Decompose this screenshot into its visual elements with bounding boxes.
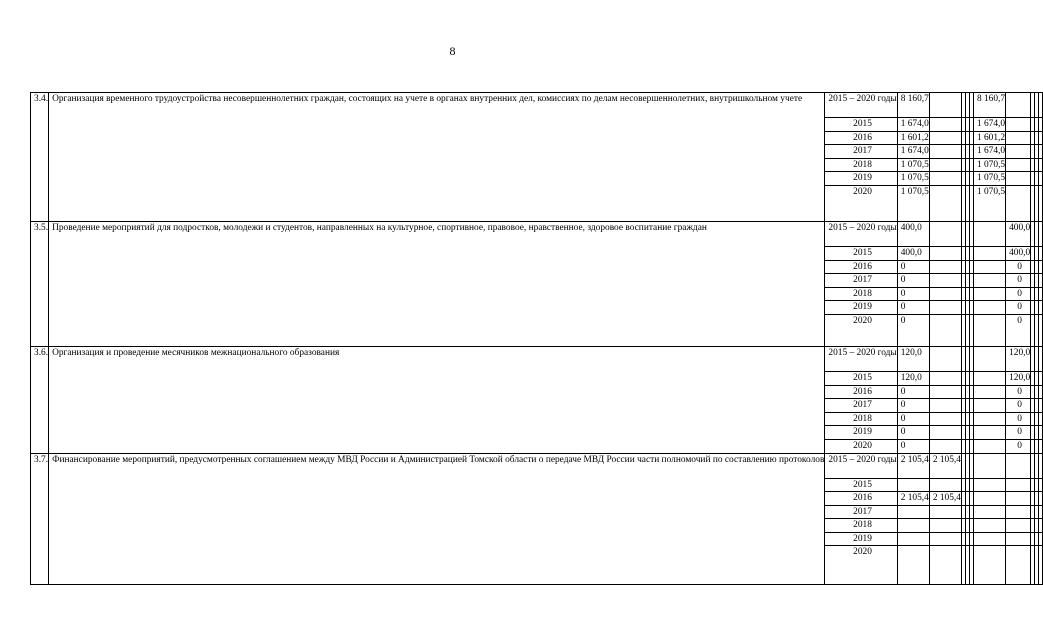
local-budget-cell — [973, 439, 1005, 453]
item-name: Организация временного трудоустройства несовершеннолетних граждан, состоящих на учете в органах внутренних дел, комиссиях по делам несовершеннолетних, внутришкольном учете — [49, 93, 825, 222]
year-cell: 2019 — [825, 172, 897, 186]
local-budget-cell — [973, 492, 1005, 506]
federal-cell — [929, 287, 961, 301]
federal-cell: 2 105,4 — [929, 453, 961, 478]
federal-cell — [929, 158, 961, 172]
year-cell: 2015 – 2020 годы — [825, 93, 897, 118]
year-cell: 2017 — [825, 274, 897, 288]
total-cell: 0 — [897, 426, 929, 440]
other-cell — [1006, 145, 1031, 159]
local-budget-cell — [973, 532, 1005, 546]
year-cell: 2016 — [825, 492, 897, 506]
other-cell: 0 — [1006, 287, 1031, 301]
empty-cell — [1039, 453, 1043, 478]
total-cell: 1 070,5 — [897, 172, 929, 186]
federal-cell — [929, 385, 961, 399]
other-cell — [1006, 492, 1031, 506]
federal-cell — [929, 93, 961, 118]
local-budget-cell — [973, 426, 1005, 440]
item-code: 3.5. — [31, 221, 49, 346]
federal-cell — [929, 371, 961, 385]
year-cell: 2017 — [825, 145, 897, 159]
other-cell: 120,0 — [1006, 346, 1031, 371]
total-cell: 0 — [897, 439, 929, 453]
empty-cell — [1039, 172, 1043, 186]
total-cell: 0 — [897, 274, 929, 288]
item-code: 3.6. — [31, 346, 49, 453]
empty-cell — [1039, 519, 1043, 533]
other-cell: 0 — [1006, 426, 1031, 440]
empty-cell — [1039, 492, 1043, 506]
total-cell: 0 — [897, 399, 929, 413]
other-cell: 0 — [1006, 439, 1031, 453]
empty-cell — [1039, 221, 1043, 246]
local-budget-cell — [973, 519, 1005, 533]
empty-cell — [1039, 439, 1043, 453]
empty-cell — [1039, 118, 1043, 132]
year-cell: 2020 — [825, 546, 897, 585]
federal-cell — [929, 314, 961, 346]
empty-cell — [1039, 385, 1043, 399]
federal-cell — [929, 519, 961, 533]
other-cell — [1006, 505, 1031, 519]
local-budget-cell — [973, 505, 1005, 519]
other-cell: 0 — [1006, 314, 1031, 346]
other-cell — [1006, 546, 1031, 585]
empty-cell — [1039, 246, 1043, 260]
total-cell: 1 070,5 — [897, 185, 929, 221]
other-cell: 0 — [1006, 301, 1031, 315]
empty-cell — [1039, 301, 1043, 315]
federal-cell — [929, 118, 961, 132]
total-cell: 1 674,0 — [897, 145, 929, 159]
table-row — [31, 346, 1043, 371]
federal-cell — [929, 399, 961, 413]
other-cell — [1006, 118, 1031, 132]
empty-cell — [1039, 185, 1043, 221]
other-cell — [1006, 185, 1031, 221]
total-cell: 120,0 — [897, 346, 929, 371]
funding-table — [30, 92, 1043, 585]
local-budget-cell: 1 674,0 — [973, 118, 1005, 132]
local-budget-cell: 1 070,5 — [973, 158, 1005, 172]
item-code: 3.7. — [31, 453, 49, 585]
total-cell: 2 105,4 — [897, 492, 929, 506]
federal-cell — [929, 246, 961, 260]
federal-cell — [929, 221, 961, 246]
total-cell — [897, 505, 929, 519]
total-cell: 1 674,0 — [897, 118, 929, 132]
total-cell: 0 — [897, 412, 929, 426]
federal-cell — [929, 185, 961, 221]
empty-cell — [1039, 426, 1043, 440]
empty-cell — [1039, 505, 1043, 519]
local-budget-cell — [973, 274, 1005, 288]
local-budget-cell: 1 070,5 — [973, 172, 1005, 186]
federal-cell — [929, 131, 961, 145]
local-budget-cell — [973, 478, 1005, 492]
other-cell — [1006, 532, 1031, 546]
local-budget-cell: 1 674,0 — [973, 145, 1005, 159]
federal-cell — [929, 546, 961, 585]
total-cell: 8 160,7 — [897, 93, 929, 118]
other-cell — [1006, 519, 1031, 533]
local-budget-cell — [973, 399, 1005, 413]
local-budget-cell: 1 070,5 — [973, 185, 1005, 221]
empty-cell — [1039, 158, 1043, 172]
empty-cell — [1039, 145, 1043, 159]
total-cell: 1 601,2 — [897, 131, 929, 145]
year-cell: 2015 – 2020 годы — [825, 453, 897, 478]
year-cell: 2017 — [825, 505, 897, 519]
local-budget-cell — [973, 314, 1005, 346]
total-cell: 400,0 — [897, 221, 929, 246]
empty-cell — [1039, 287, 1043, 301]
total-cell: 0 — [897, 287, 929, 301]
year-cell: 2015 – 2020 годы — [825, 221, 897, 246]
total-cell: 0 — [897, 385, 929, 399]
local-budget-cell — [973, 260, 1005, 274]
other-cell — [1006, 158, 1031, 172]
other-cell: 0 — [1006, 385, 1031, 399]
empty-cell — [1039, 346, 1043, 371]
local-budget-cell: 1 601,2 — [973, 131, 1005, 145]
local-budget-cell — [973, 412, 1005, 426]
other-cell: 120,0 — [1006, 371, 1031, 385]
year-cell: 2020 — [825, 314, 897, 346]
empty-cell — [1039, 478, 1043, 492]
year-cell: 2018 — [825, 519, 897, 533]
total-cell — [897, 519, 929, 533]
year-cell: 2020 — [825, 185, 897, 221]
local-budget-cell — [973, 546, 1005, 585]
item-name: Организация и проведение месячников межнационального образования — [49, 346, 825, 453]
other-cell — [1006, 93, 1031, 118]
federal-cell — [929, 412, 961, 426]
year-cell: 2018 — [825, 412, 897, 426]
local-budget-cell: 8 160,7 — [973, 93, 1005, 118]
empty-cell — [1039, 546, 1043, 585]
empty-cell — [1039, 260, 1043, 274]
other-cell — [1006, 131, 1031, 145]
year-cell: 2018 — [825, 158, 897, 172]
federal-cell — [929, 439, 961, 453]
local-budget-cell — [973, 371, 1005, 385]
local-budget-cell — [973, 301, 1005, 315]
item-code: 3.4. — [31, 93, 49, 222]
empty-cell — [1039, 314, 1043, 346]
federal-cell — [929, 478, 961, 492]
table-row — [31, 453, 1043, 478]
empty-cell — [1039, 274, 1043, 288]
total-cell: 0 — [897, 301, 929, 315]
page-number: 8 — [449, 44, 456, 58]
item-name: Проведение мероприятий для подростков, молодежи и студентов, направленных на культурное, спортивное, правовое, нравственное, здоровое воспитание граждан — [49, 221, 825, 346]
other-cell: 0 — [1006, 274, 1031, 288]
total-cell: 0 — [897, 260, 929, 274]
table-row — [31, 221, 1043, 246]
total-cell: 120,0 — [897, 371, 929, 385]
federal-cell — [929, 172, 961, 186]
federal-cell — [929, 145, 961, 159]
federal-cell — [929, 301, 961, 315]
year-cell: 2015 – 2020 годы — [825, 346, 897, 371]
other-cell: 400,0 — [1006, 246, 1031, 260]
local-budget-cell — [973, 346, 1005, 371]
year-cell: 2015 — [825, 371, 897, 385]
other-cell — [1006, 453, 1031, 478]
other-cell — [1006, 478, 1031, 492]
empty-cell — [1039, 93, 1043, 118]
year-cell: 2015 — [825, 246, 897, 260]
year-cell: 2019 — [825, 301, 897, 315]
total-cell: 0 — [897, 314, 929, 346]
other-cell — [1006, 172, 1031, 186]
year-cell: 2016 — [825, 385, 897, 399]
year-cell: 2016 — [825, 260, 897, 274]
other-cell: 0 — [1006, 412, 1031, 426]
total-cell: 2 105,4 — [897, 453, 929, 478]
total-cell — [897, 546, 929, 585]
table-row — [31, 93, 1043, 118]
empty-cell — [1039, 371, 1043, 385]
other-cell: 400,0 — [1006, 221, 1031, 246]
year-cell: 2017 — [825, 399, 897, 413]
other-cell: 0 — [1006, 399, 1031, 413]
year-cell: 2018 — [825, 287, 897, 301]
federal-cell: 2 105,4 — [929, 492, 961, 506]
empty-cell — [1039, 532, 1043, 546]
local-budget-cell — [973, 287, 1005, 301]
federal-cell — [929, 260, 961, 274]
year-cell: 2019 — [825, 532, 897, 546]
local-budget-cell — [973, 385, 1005, 399]
federal-cell — [929, 532, 961, 546]
year-cell: 2020 — [825, 439, 897, 453]
empty-cell — [1039, 131, 1043, 145]
empty-cell — [1039, 412, 1043, 426]
total-cell: 400,0 — [897, 246, 929, 260]
local-budget-cell — [973, 221, 1005, 246]
federal-cell — [929, 505, 961, 519]
year-cell: 2019 — [825, 426, 897, 440]
year-cell: 2015 — [825, 478, 897, 492]
item-name: Финансирование мероприятий, предусмотренных соглашением между МВД России и Администрацией Томской области о передаче МВД России части полномочий по составлению протоколов — [49, 453, 825, 585]
federal-cell — [929, 426, 961, 440]
total-cell: 1 070,5 — [897, 158, 929, 172]
federal-cell — [929, 274, 961, 288]
total-cell — [897, 478, 929, 492]
local-budget-cell — [973, 453, 1005, 478]
year-cell: 2016 — [825, 131, 897, 145]
local-budget-cell — [973, 246, 1005, 260]
total-cell — [897, 532, 929, 546]
year-cell: 2015 — [825, 118, 897, 132]
other-cell: 0 — [1006, 260, 1031, 274]
federal-cell — [929, 346, 961, 371]
empty-cell — [1039, 399, 1043, 413]
